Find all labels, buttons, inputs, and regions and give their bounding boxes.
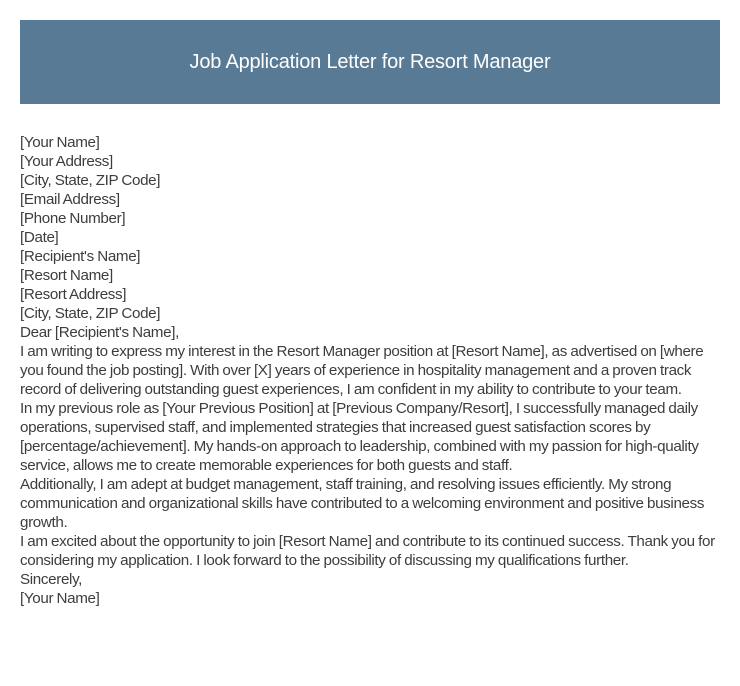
- sender-phone: [Phone Number]: [20, 210, 126, 227]
- paragraph-intro: I am writing to express my interest in the Resort Manager position at [Resort Name], as advertised on [where you found the job posting]. With over [X] years of experience in hospitality management and a proven track record of delivering outstanding guest experiences, I am confident in my ability to contribute to your team.: [20, 343, 704, 398]
- sender-email: [Email Address]: [20, 191, 120, 208]
- paragraph-experience: In my previous role as [Your Previous Position] at [Previous Company/Resort], I successfully managed daily operations, supervised staff, and implemented strategies that increased guest satisfaction scores by [percentage/achievement]. My hands-on approach to leadership, combined with my passion for high-quality service, allows me to create memorable experiences for both guests and staff.: [20, 400, 699, 474]
- recipient-resort-name: [Resort Name]: [20, 267, 113, 284]
- letter-date: [Date]: [20, 229, 59, 246]
- sender-city-state-zip: [City, State, ZIP Code]: [20, 172, 161, 189]
- sender-name: [Your Name]: [20, 134, 100, 151]
- closing: Sincerely,: [20, 571, 83, 588]
- paragraph-closing: I am excited about the opportunity to join [Resort Name] and contribute to its continued success. Thank you for considering my application. I look forward to the possibility of discussing my qualifications further.: [20, 533, 715, 569]
- recipient-resort-address: [Resort Address]: [20, 286, 127, 303]
- recipient-city-state-zip: [City, State, ZIP Code]: [20, 305, 161, 322]
- salutation: Dear [Recipient's Name],: [20, 324, 179, 341]
- signature: [Your Name]: [20, 590, 100, 607]
- page-title: Job Application Letter for Resort Manager: [189, 50, 551, 73]
- title-banner: [20, 20, 720, 104]
- recipient-name: [Recipient's Name]: [20, 248, 141, 265]
- sender-address: [Your Address]: [20, 153, 113, 170]
- paragraph-skills: Additionally, I am adept at budget management, staff training, and resolving issues efficiently. My strong communication and organizational skills have contributed to a welcoming environment and positive business growth.: [20, 476, 705, 531]
- letter-body: [20, 133, 725, 608]
